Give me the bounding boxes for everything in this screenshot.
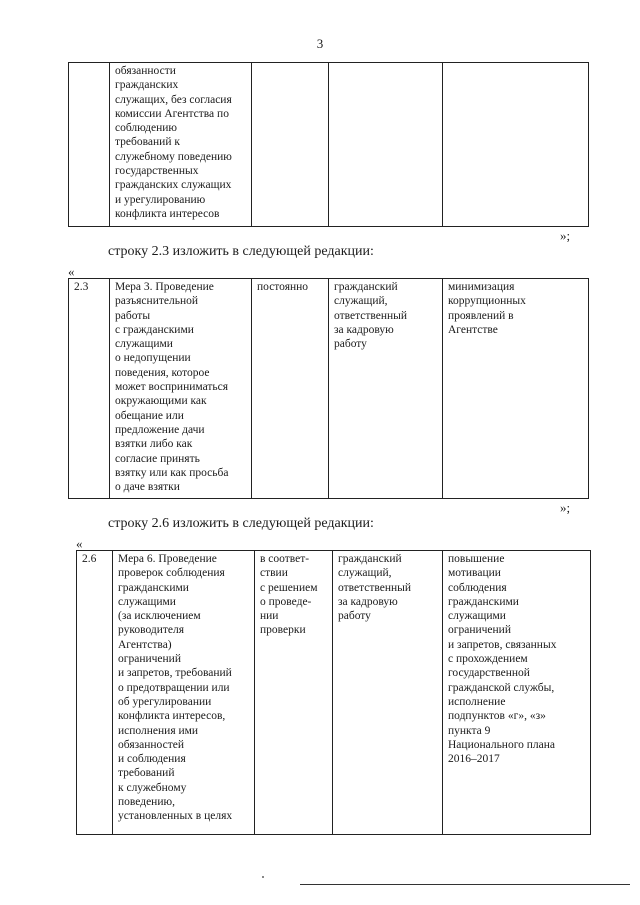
table-row-2-6 [76,550,591,835]
cell-number: 2.3 [69,279,110,499]
table-row [77,551,591,835]
cell-deadline: постоянно [252,279,329,499]
open-quote: « [76,536,83,551]
cell-number: 2.6 [77,551,113,835]
close-quote: »; [560,500,571,515]
page-number: 3 [316,36,324,51]
cell-number [69,63,110,227]
open-quote: « [68,264,75,279]
table-row [69,63,589,227]
cell-responsible [329,63,443,227]
table-continuation [68,62,589,227]
table-row-2-3 [68,278,589,499]
amendment-instruction: строку 2.6 изложить в следующей редакции: [108,516,374,531]
cell-deadline: в соответ- ствии с решением о проведе- нии проверки [255,551,333,835]
scan-speck [262,876,264,878]
close-quote: »; [560,228,571,243]
cell-responsible: гражданский служащий, ответственный за кадровую работу [329,279,443,499]
cell-result: повышение мотивации соблюдения гражданскими служащими ограничений и запретов, связанных с прохождением государственной гражданской службы, исполнение подпунктов «г», «з» пункта 9 Национального плана 2016–2017 [443,551,591,835]
cell-result: минимизация коррупционных проявлений в Агентстве [443,279,589,499]
cell-deadline [252,63,329,227]
cell-measure: Мера 3. Проведение разъяснительной работы с гражданскими служащими о недопущении поведения, которое может восприниматься окружающими как обещание или предложение дачи взятки либо как согласие принять взятку или как просьба о даче взятки [110,279,252,499]
table-row [69,279,589,499]
amendment-instruction: строку 2.3 изложить в следующей редакции: [108,244,374,259]
cell-result [443,63,589,227]
cell-responsible: гражданский служащий, ответственный за кадровую работу [333,551,443,835]
cell-measure: обязанности гражданских служащих, без согласия комиссии Агентства по соблюдению требований к служебному поведению государственных гражданских служащих и урегулированию конфликта интересов [110,63,252,227]
cell-measure: Мера 6. Проведение проверок соблюдения гражданскими служащими (за исключением руководителя Агентства) ограничений и запретов, требований о предотвращении или об урегулировании конфликта интересов, исполнения ими обязанностей и соблюдения требований к служебному поведению, установленных в целях [113,551,255,835]
scan-edge-line [300,884,630,885]
